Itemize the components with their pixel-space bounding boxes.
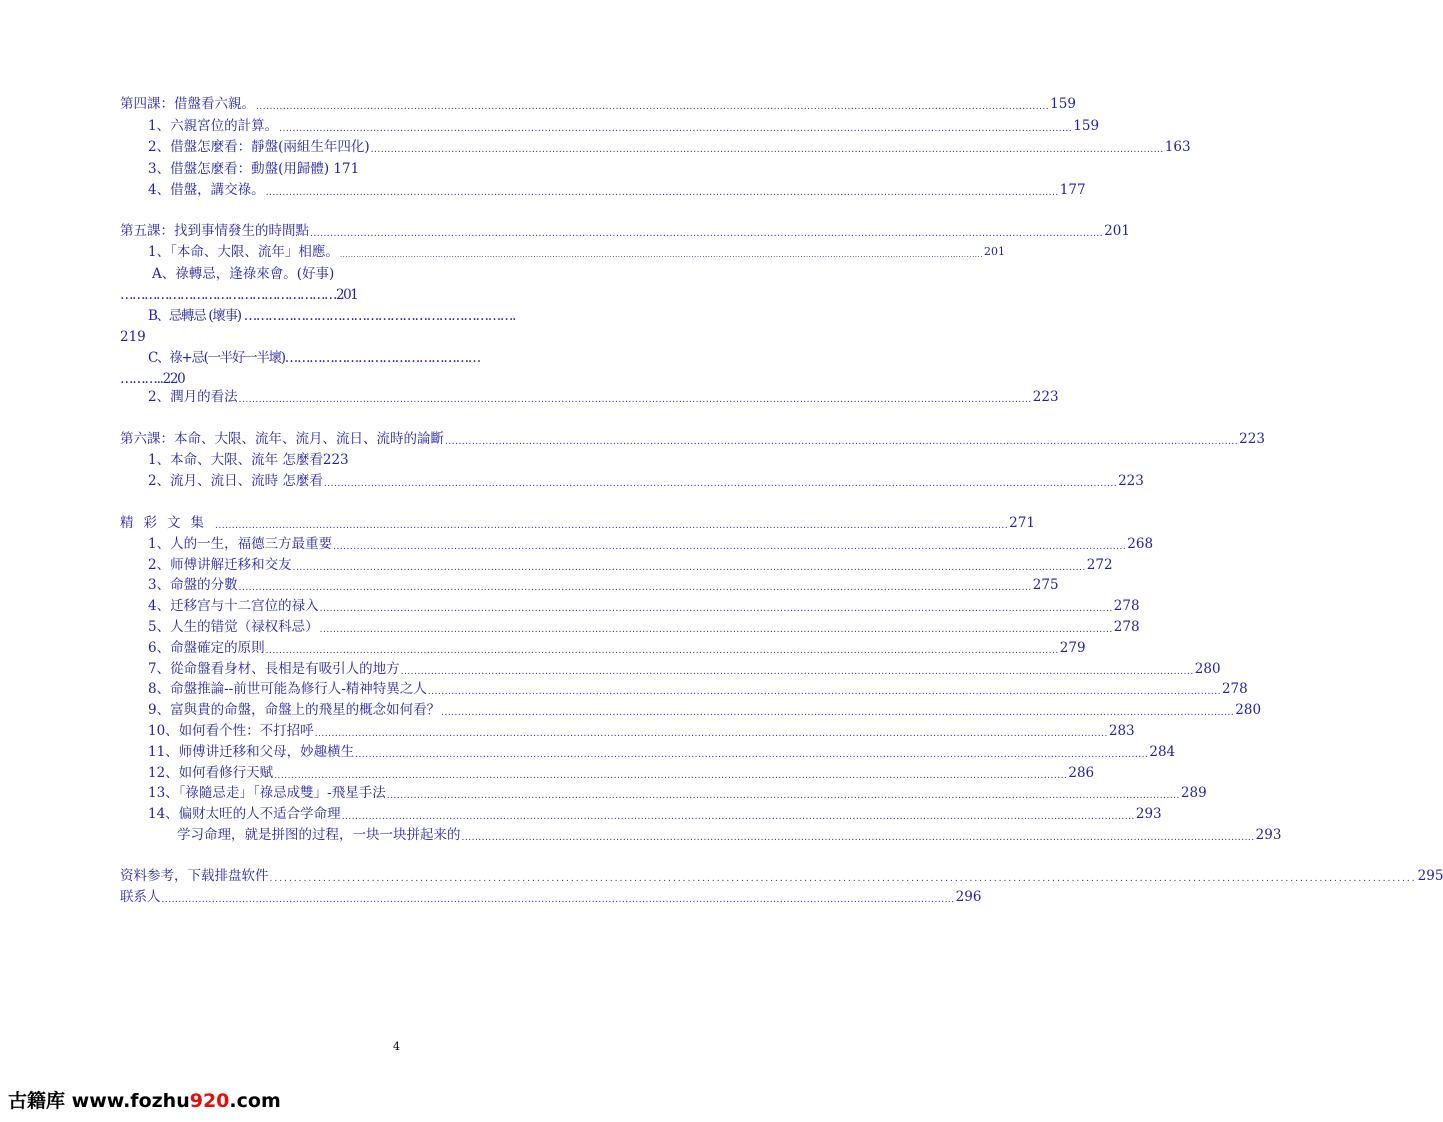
leader-dots: ............................................................................................................................................................................................................................................ — [310, 229, 1104, 239]
toc-entry-page: 223 — [1032, 389, 1059, 405]
toc-entry[interactable] — [120, 429, 1265, 449]
page-number: 4 — [393, 1040, 400, 1053]
toc-entry-page: 286 — [1068, 765, 1095, 781]
toc-entry-title: 9、富與貴的命盤，命盤上的飛星的概念如何看？ — [148, 702, 441, 718]
toc-entry[interactable] — [148, 116, 1100, 136]
toc-entry-page: 280 — [1235, 702, 1262, 718]
toc-entry[interactable] — [148, 534, 1154, 554]
toc-entry-title: 8、命盤推論--前世可能為修行人-精神特異之人 — [148, 681, 427, 697]
toc-entry-title: 11、师傅讲迁移和父母，妙趣横生 — [148, 744, 355, 760]
toc-entry[interactable] — [148, 617, 1140, 637]
toc-entry[interactable] — [120, 866, 1443, 886]
toc-entry-page: 278 — [1113, 598, 1140, 614]
toc-entry[interactable] — [177, 825, 1282, 845]
toc-entry[interactable]: 1、本命、大限、流年 怎麼看223 — [148, 452, 349, 468]
toc-entry-title: 4、迁移宫与十二宫位的禄入 — [148, 598, 319, 614]
toc-entry[interactable] — [148, 180, 1086, 200]
toc-entry-title: 7、從命盤看身材、長相是有吸引人的地方 — [148, 661, 400, 677]
toc-entry[interactable] — [148, 721, 1135, 741]
watermark-url-number: 920 — [189, 1090, 230, 1112]
toc-entry[interactable] — [148, 804, 1162, 824]
toc-entry-page: 278 — [1113, 619, 1140, 635]
toc-entry-title: 第六課：本命、大限、流年、流月、流日、流時的論斷 — [120, 431, 444, 447]
toc-entry-page: 223 — [1239, 431, 1265, 447]
toc-entry-title: 3、命盤的分數 — [148, 577, 238, 593]
toc-entry-title: 联系人 — [120, 889, 161, 905]
toc-entry[interactable]: 3、借盤怎麼看：動盤(用歸體) 171 — [148, 161, 360, 177]
toc-entry[interactable] — [148, 679, 1248, 699]
toc-entry[interactable] — [148, 742, 1176, 762]
toc-entry-title: 12、如何看修行天赋 — [148, 765, 274, 781]
toc-entry-title: 第五課：找到事情發生的時間點 — [120, 223, 309, 239]
leader-dots: ............................................................................................................................................................................................................................................ — [319, 604, 1113, 614]
toc-entry-title: 2、借盤怎麼看：靜盤(兩組生年四化) — [148, 139, 370, 155]
toc-entry[interactable] — [148, 783, 1207, 803]
watermark-brand: 古籍库 — [8, 1090, 66, 1112]
watermark-url-prefix: www.fozhu — [71, 1090, 190, 1112]
toc-entry[interactable] — [148, 763, 1095, 783]
toc-entry-page: 268 — [1127, 536, 1154, 552]
toc-entry-page: 278 — [1221, 681, 1248, 697]
leader-dots: ............................................................................................................................................................................................................................................ — [269, 874, 1417, 884]
toc-entry-title: 6、命盤確定的原則 — [148, 640, 265, 656]
toc-entry-title: 13、「祿隨忌走」「祿忌成雙」-飛星手法 — [148, 785, 386, 801]
toc-entry-page: 159 — [1073, 118, 1100, 134]
leader-dots: ............................................................................................................................................................................................................................................ — [215, 521, 1009, 531]
toc-entry-page: 283 — [1108, 723, 1135, 739]
toc-entry-page: 201 — [1104, 223, 1130, 239]
toc-entry-page: 271 — [1009, 515, 1035, 531]
toc-entry-title: 1、「本命、大限、流年」相應。 — [148, 244, 339, 260]
toc-entry[interactable] — [148, 700, 1262, 720]
toc-entry-continuation: 219 — [120, 329, 146, 345]
toc-entry[interactable] — [148, 471, 1144, 491]
leader-dots: ............................................................................................................................................................................................................................................ — [386, 791, 1180, 801]
toc-entry-continuation: ………..220 — [120, 371, 185, 387]
toc-entry-page: 201 — [983, 245, 1005, 258]
toc-entry-page: 296 — [955, 889, 982, 905]
toc-entry[interactable] — [120, 94, 1076, 114]
toc-entry-page: 295 — [1417, 868, 1443, 884]
leader-dots: ............................................................................................................................................................................................................................................ — [323, 479, 1118, 489]
leader-dots: ............................................................................................................................................................................................................................................ — [265, 646, 1059, 656]
toc-entry-title: 2、潤月的看法 — [148, 389, 238, 405]
toc-entry-title: 2、师傅讲解迁移和交友 — [148, 557, 292, 573]
toc-entry-page: 293 — [1135, 806, 1162, 822]
leader-dots: ............................................................................................................................................................................................................................................ — [274, 771, 1068, 781]
leader-dots: ............................................................................................................................................................................................................................................ — [339, 251, 983, 259]
toc-entry[interactable] — [148, 638, 1086, 658]
leader-dots: ............................................................................................................................................................................................................................................ — [238, 583, 1032, 593]
toc-entry-page: 280 — [1194, 661, 1221, 677]
toc-entry[interactable]: A、祿轉忌，逢祿來會。(好事) — [152, 266, 335, 282]
leader-dots: ............................................................................................................................................................................................................................................ — [292, 563, 1086, 573]
toc-entry-page: 284 — [1149, 744, 1176, 760]
toc-entry-title: 2、流月、流日、流時 怎麼看 — [148, 473, 323, 489]
toc-entry-title: 学习命理，就是拼图的过程，一块一块拼起来的 — [177, 827, 461, 843]
toc-entry-page: 223 — [1118, 473, 1144, 489]
toc-entry-title: 精彩文集 — [120, 515, 214, 531]
toc-entry-title: 1、人的一生，福德三方最重要 — [148, 536, 333, 552]
leader-dots: ............................................................................................................................................................................................................................................ — [256, 102, 1050, 112]
leader-dots: ............................................................................................................................................................................................................................................ — [445, 437, 1239, 447]
toc-entry-title: 5、人生的错觉（禄权科忌） — [148, 619, 319, 635]
leader-dots: ............................................................................................................................................................................................................................................ — [314, 729, 1108, 739]
leader-dots: ............................................................................................................................................................................................................................................ — [370, 145, 1164, 155]
leader-dots: ............................................................................................................................................................................................................................................ — [400, 667, 1194, 677]
leader-dots: ............................................................................................................................................................................................................................................ — [265, 188, 1059, 198]
leader-dots: ............................................................................................................................................................................................................................................ — [341, 812, 1135, 822]
toc-entry[interactable] — [148, 555, 1113, 575]
toc-entry-continuation: ………………………………………………201 — [120, 287, 358, 303]
toc-entry-page: 159 — [1050, 96, 1076, 112]
leader-dots: ............................................................................................................................................................................................................................................ — [238, 395, 1032, 405]
leader-dots: ............................................................................................................................................................................................................................................ — [461, 833, 1255, 843]
leader-dots: ............................................................................................................................................................................................................................................ — [333, 542, 1127, 552]
toc-entry[interactable] — [120, 221, 1130, 241]
toc-entry-title: 1、六親宮位的計算。 — [148, 118, 279, 134]
watermark-url-suffix: .com — [229, 1090, 281, 1112]
leader-dots: ............................................................................................................................................................................................................................................ — [441, 708, 1235, 718]
toc-entry[interactable] — [148, 242, 1005, 262]
toc-entry-title: 14、偏财太旺的人不适合学命理 — [148, 806, 341, 822]
toc-entry-title: 第四課：借盤看六親。 — [120, 96, 255, 112]
toc-entry[interactable] — [120, 887, 982, 907]
toc-entry-page: 293 — [1255, 827, 1282, 843]
toc-entry-page: 163 — [1164, 139, 1191, 155]
toc-entry[interactable] — [148, 596, 1140, 616]
leader-dots: ............................................................................................................................................................................................................................................ — [319, 625, 1113, 635]
toc-entry-page: 177 — [1059, 182, 1086, 198]
leader-dots: ............................................................................................................................................................................................................................................ — [161, 895, 955, 905]
toc-entry-page: 272 — [1086, 557, 1113, 573]
toc-entry[interactable]: B、忌轉忌 (壞事) …………………………………………………………. — [148, 308, 516, 324]
toc-entry-page: 275 — [1032, 577, 1059, 593]
toc-entry[interactable] — [148, 137, 1191, 157]
leader-dots: ............................................................................................................................................................................................................................................ — [279, 124, 1073, 134]
toc-entry[interactable] — [148, 659, 1221, 679]
toc-entry-page: 279 — [1059, 640, 1086, 656]
leader-dots: ............................................................................................................................................................................................................................................ — [427, 687, 1221, 697]
leader-dots: ............................................................................................................................................................................................................................................ — [355, 750, 1149, 760]
toc-entry[interactable] — [148, 387, 1059, 407]
toc-entry-page: 289 — [1180, 785, 1207, 801]
toc-entry[interactable] — [120, 513, 1035, 533]
toc-entry-title: 10、如何看个性：不打招呼 — [148, 723, 314, 739]
toc-entry[interactable] — [148, 575, 1059, 595]
toc-entry-title: 资料参考，下载排盘软件 — [120, 868, 269, 884]
toc-entry-title: 4、借盤，講交祿。 — [148, 182, 265, 198]
site-watermark[interactable] — [8, 1086, 281, 1113]
toc-entry[interactable]: C、祿+忌(一半好一半壞)………………………………………… — [148, 350, 480, 366]
